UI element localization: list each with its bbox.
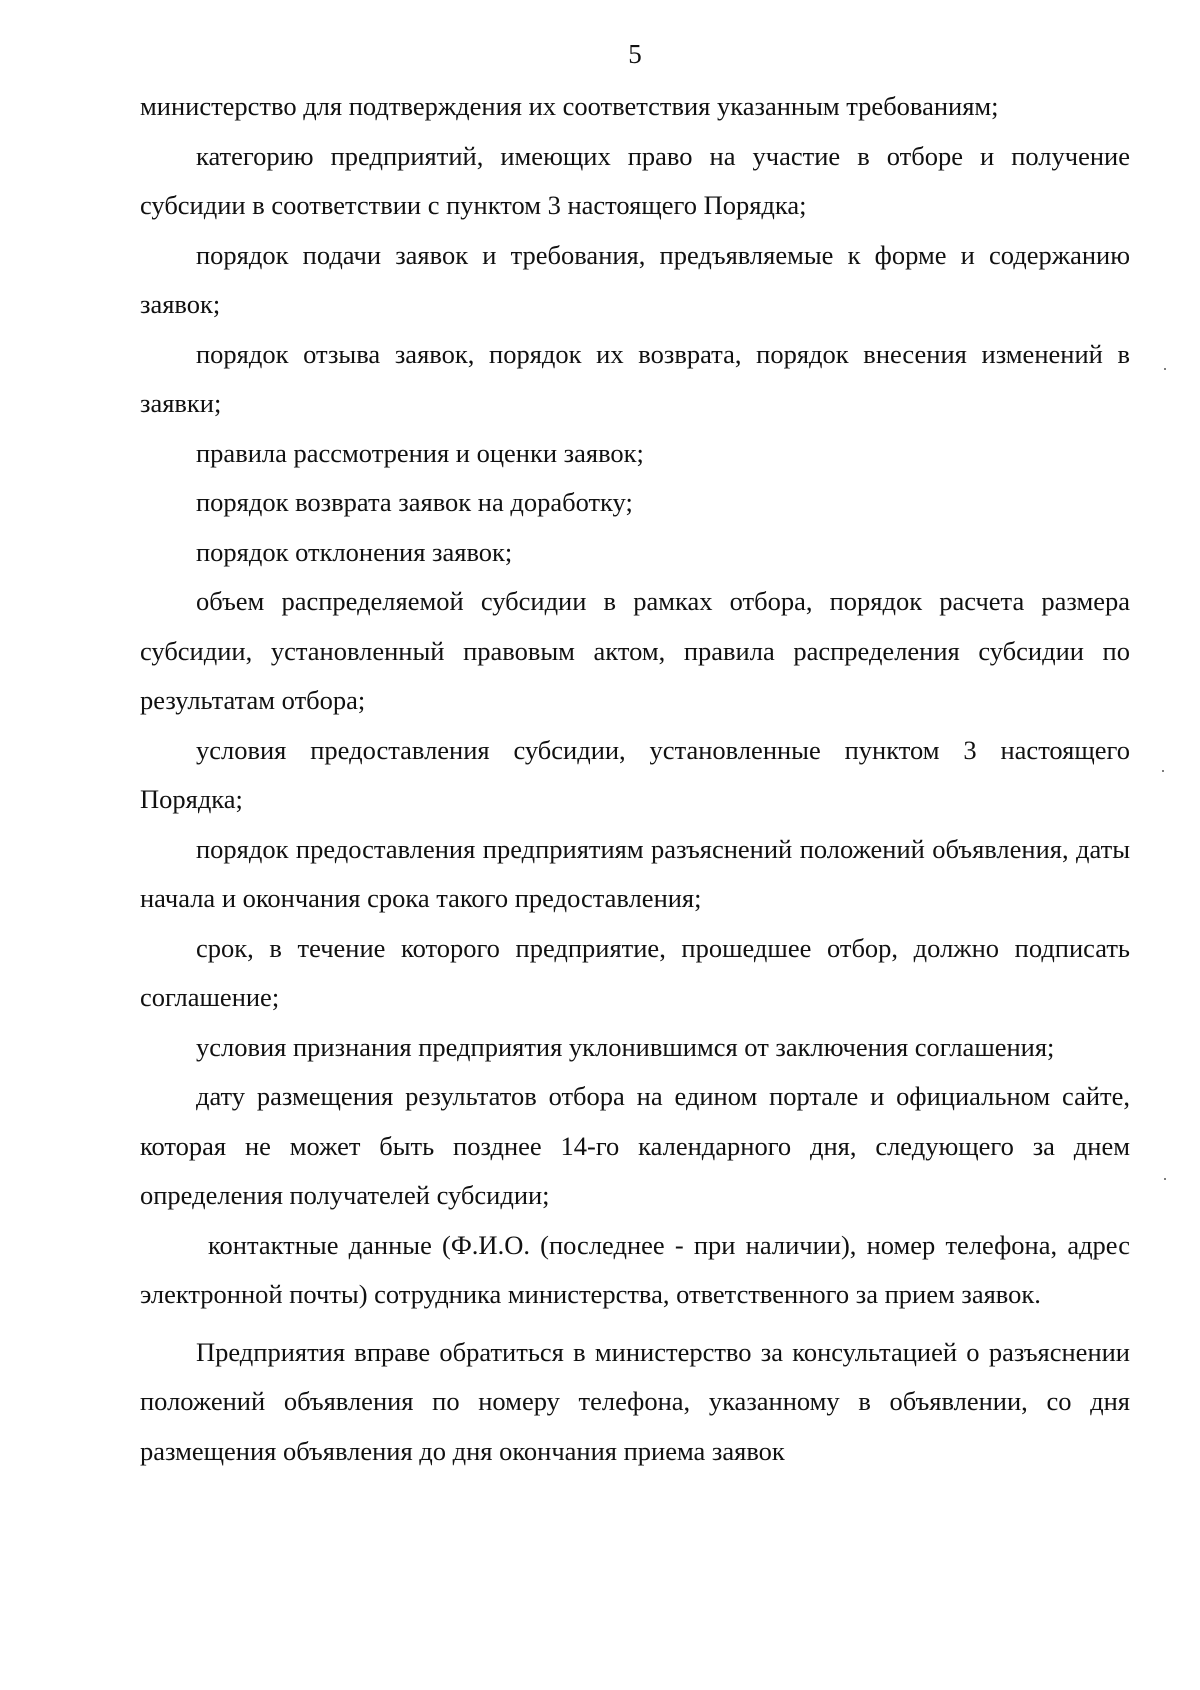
document-body [140, 82, 1130, 1476]
scan-speck [1164, 368, 1166, 370]
paragraph-enterprise-category: категорию предприятий, имеющих право на участие в отборе и получение субсидии в соответствии с пунктом 3 настоящего Порядка; [140, 140, 1130, 220]
paragraph-subsidy-volume: объем распределяемой субсидии в рамках отбора, порядок расчета размера субсидии, установленный правовым актом, правила распределения субсидии по результатам отбора; [140, 586, 1130, 715]
paragraph-consultation: Предприятия вправе обратиться в министерство за консультацией о разъяснении положений объявления по номеру телефона, указанному в объявлении, со дня размещения объявления до дня окончания приема заявок [140, 1336, 1130, 1466]
paragraph-contact-details: контактные данные (Ф.И.О. (последнее - при наличии), номер телефона, адрес электронной почты) сотрудника министерства, ответственного за прием заявок. [140, 1229, 1130, 1309]
paragraph-return-for-revision: порядок возврата заявок на доработку; [196, 487, 633, 517]
page-number: 5 [628, 39, 642, 69]
paragraph-signing-deadline: срок, в течение которого предприятие, прошедшее отбор, должно подписать соглашение; [140, 932, 1130, 1012]
paragraph-review-rules: правила рассмотрения и оценки заявок; [196, 437, 644, 468]
paragraph-application-withdrawal: порядок отзыва заявок, порядок их возврата, порядок внесения изменений в заявки; [140, 338, 1130, 418]
paragraph-application-procedure: порядок подачи заявок и требования, предъявляемые к форме и содержанию заявок; [140, 239, 1130, 319]
paragraph-clarifications: порядок предоставления предприятиям разъяснений положений объявления, даты начала и окончания срока такого предоставления; [140, 833, 1130, 913]
paragraph-subsidy-conditions: условия предоставления субсидии, установленные пунктом 3 настоящего Порядка; [140, 734, 1130, 814]
paragraph-rejection-procedure: порядок отклонения заявок; [196, 536, 513, 567]
paragraph-results-date: дату размещения результатов отбора на едином портале и официальном сайте, которая не может быть позднее 14-го календарного дня, следующего за днем определения получателей субсидии; [140, 1081, 1130, 1210]
paragraph-evasion-conditions: условия признания предприятия уклонившимся от заключения соглашения; [196, 1031, 1055, 1062]
paragraph-continuation: министерство для подтверждения их соответствия указанным требованиям; [140, 91, 999, 121]
scan-speck [1162, 770, 1164, 772]
scan-speck [1164, 1178, 1166, 1180]
